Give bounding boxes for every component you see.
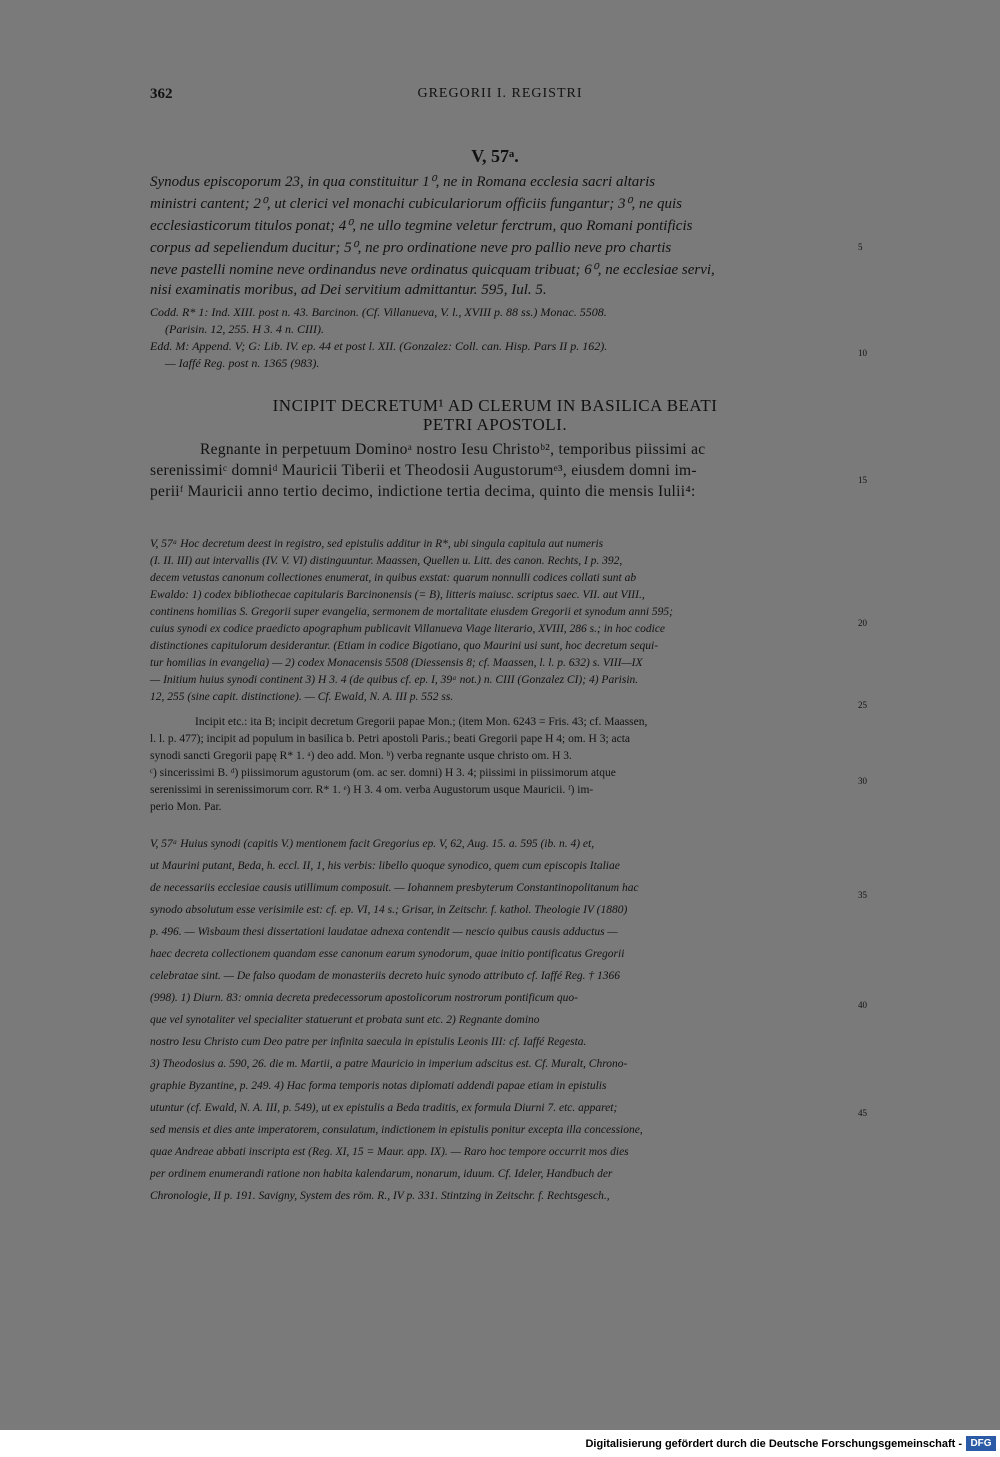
note-line: 12, 255 (sine capit. distinctione). — Cf. Ewald, N. A. III p. 552 ss. [150,691,454,703]
commentary-line: 3) Theodosius a. 590, 26. die m. Martii, a patre Mauricio in imperium adscitus est. Cf. Muralt, Chrono- [150,1058,628,1070]
summary-line: ministri cantent; 2⁰, ut clerici vel monachi cubiculariorum officiis fungantur; 3⁰, ne quis [150,196,682,212]
commentary-line: sed mensis et dies ante imperatorem, consulatum, indictionem in epistulis ponitur excepta illa concessione, [150,1124,643,1136]
line-number: 25 [858,700,867,710]
commentary-line: V, 57ᵃ Huius synodi (capitis V.) mentionem facit Gregorius ep. V, 62, Aug. 15. a. 595 (ib. n. 4) et, [150,838,595,850]
line-number: 40 [858,1000,867,1010]
commentary-line: (998). 1) Diurn. 83: omnia decreta predecessorum apostolicorum nostrorum pontificum quo- [150,992,579,1004]
commentary-line: graphie Byzantine, p. 249. 4) Hac forma temporis notas diplomati addendi papae etiam in epistulis [150,1080,607,1092]
commentary-line: celebratae sint. — De falso quodam de monasteriis decreto huic synodo attributo cf. Iaffé Reg. † 1366 [150,970,621,982]
running-title: GREGORII I. REGISTRI [417,86,583,101]
commentary-line: Chronologie, II p. 191. Savigny, System des röm. R., IV p. 331. Stintzing in Zeitschr. f. Rechtsgesch., [150,1190,610,1202]
note-line: — Initium huius synodi continent 3) H 3. 4 (de quibus cf. ep. I, 39ᵃ not.) n. CIII (Gonzalez CI); 4) Parisin. [150,674,639,686]
summary-line: corpus ad sepeliendum ducitur; 5⁰, ne pro ordinatione neve pro pallio neve pro chartis [150,240,672,256]
dfg-logo[interactable]: DFG [966,1436,996,1451]
line-number: 45 [858,1108,867,1118]
note-line: (I. II. III) aut intervallis (IV. V. VI) distinguuntur. Maassen, Quellen u. Litt. des canon. Rechts, I p. 392, [150,555,623,567]
line-number: 30 [858,776,867,786]
line-number: 15 [858,475,867,485]
page-number: 362 [150,86,173,102]
codex-line: — Iaffé Reg. post n. 1365 (983). [165,356,320,370]
commentary-line: synodo absolutum esse verisimile est: cf. ep. VI, 14 s.; Grisar, in Zeitschr. f. kathol. Theologie IV (1880) [150,904,628,916]
summary-line: ecclesiasticorum titulos ponat; 4⁰, ne ullo tegmine veletur ferctrum, quo Romani pontificis [150,218,693,234]
note-line: decem vetustas canonum collectiones enumerat, in quibus exstat: quarum nonnulli codices collati sunt ab [150,572,637,584]
summary-line: Synodus episcoporum 23, in qua constituitur 1⁰, ne in Romana ecclesia sacri altaris [150,174,656,190]
commentary-line: quae Andreae abbati inscripta est (Reg. XI, 15 = Maur. app. IX). — Raro hoc tempore occurrit mos dies [150,1146,629,1158]
summary-line: neve pastelli nomine neve ordinandus neve ordinatus quicquam tribuat; 6⁰, ne ecclesiae servi, [150,262,715,278]
commentary-line: que vel synotaliter vel specialiter statuerunt et probata sunt etc. 2) Regnante domino [150,1014,540,1026]
decree-body-line: Regnante in perpetuum Dominoᵃ nostro Iesu Christoᵇ², temporibus piissimi ac [200,441,706,458]
decree-body-line: serenissimiᶜ domniᵈ Mauricii Tiberii et Theodosii Augustorumᵉ³, eiusdem domni im- [150,462,697,479]
note-line: synodi sancti Gregorii papę R* 1. ᵃ) deo add. Mon. ᵇ) verba regnante usque christo om. H 3. [150,750,572,762]
line-number: 5 [858,242,863,252]
commentary-line: nostro Iesu Christo cum Deo patre per infinita saecula in epistulis Leonis III: cf. Iaffé Regesta. [150,1036,587,1048]
decree-title-line: INCIPIT DECRETUM¹ AD CLERUM IN BASILICA BEATI [272,396,718,415]
decree-title-line: PETRI APOSTOLI. [422,415,568,434]
commentary-line: ut Maurini putant, Beda, h. eccl. II, 1, his verbis: libello quoque synodico, quem cum episcopis Italiae [150,860,620,872]
note-line: V, 57ᵃ Hoc decretum deest in registro, sed epistulis additur in R*, ubi singula capitula aut numeris [150,538,604,550]
commentary-line: per ordinem enumerandi ratione non habita kalendarum, nonarum, iduum. Cf. Ideler, Handbuch der [150,1168,613,1180]
commentary-line: p. 496. — Wisbaum thesi dissertationi laudatae adnexa contendit — nescio quibus causis adductus — [150,926,618,938]
commentary-line: utuntur (cf. Ewald, N. A. III, p. 549), ut ex epistulis a Beda traditis, ex formula Diurni 7. etc. apparet; [150,1102,618,1114]
codex-line: Codd. R* 1: Ind. XIII. post n. 43. Barcinon. (Cf. Villanueva, V. l., XVIII p. 88 ss.) Monac. 5508. [150,305,607,319]
section-title: V, 57ᵃ. [471,146,519,166]
line-number: 20 [858,618,867,628]
note-line: l. l. p. 477); incipit ad populum in basilica b. Petri apostoli Paris.; beati Gregorii pape H 4; om. H 3; acta [150,733,631,745]
note-line: perio Mon. Par. [150,801,222,813]
commentary-line: haec decreta collectionem quandam esse canonum earum synodorum, quae initio pontificatus Gregorii [150,948,625,960]
note-line: serenissimi in serenissimorum corr. R* 1. ᵉ) H 3. 4 om. verba Augustorum usque Mauricii. ᶠ) im- [150,784,594,796]
line-number: 10 [858,348,867,358]
footer-bar [0,1430,1000,1457]
summary-line: nisi examinatis moribus, ad Dei servitium admittantur. 595, Iul. 5. [150,282,547,298]
decree-body-line: periiᶠ Mauricii anno tertio decimo, indictione tertia decima, quinto die mensis Iulii⁴: [150,483,696,500]
note-line: tur homilias in evangelia) — 2) codex Monacensis 5508 (Diessensis 8; cf. Maassen, l. l. p. 632) s. VIII—IX [150,657,643,669]
note-line: Incipit etc.: ita B; incipit decretum Gregorii papae Mon.; (item Mon. 6243 = Fris. 43; cf. Maassen, [195,716,648,728]
note-line: ᶜ) sincerissimi B. ᵈ) piissimorum agustorum (om. ac ser. domni) H 3. 4; piissimi in piissimorum atque [150,767,616,779]
funding-note: Digitalisierung gefördert durch die Deutsche Forschungsgemeinschaft - [585,1438,962,1450]
codex-line: (Parisin. 12, 255. H 3. 4 n. CIII). [165,322,324,336]
note-line: continens homilias S. Gregorii super evangelia, sermonem de mortalitate eiusdem Gregorii et synodum anni 595; [150,606,673,618]
note-line: Ewaldo: 1) codex bibliothecae capitularis Barcinonensis (= B), litteris maiusc. scriptus saec. VII. aut VIII., [150,589,645,601]
note-line: distinctiones capitulorum desiderantur. (Etiam in codice Bigotiano, quo Maurini usi sunt, hoc decretum sequi- [150,640,659,652]
commentary-line: de necessariis ecclesiae causis utillimum composuit. — Iohannem presbyterum Constantinopolitanum hac [150,882,639,894]
line-number: 35 [858,890,867,900]
codex-line: Edd. M: Append. V; G: Lib. IV. ep. 44 et post l. XII. (Gonzalez: Coll. can. Hisp. Pars II p. 162). [150,339,608,353]
note-line: cuius synodi ex codice praedicto apographum publicavit Villanueva Viage literario, XVIII, 286 s.; in hoc codice [150,623,666,635]
